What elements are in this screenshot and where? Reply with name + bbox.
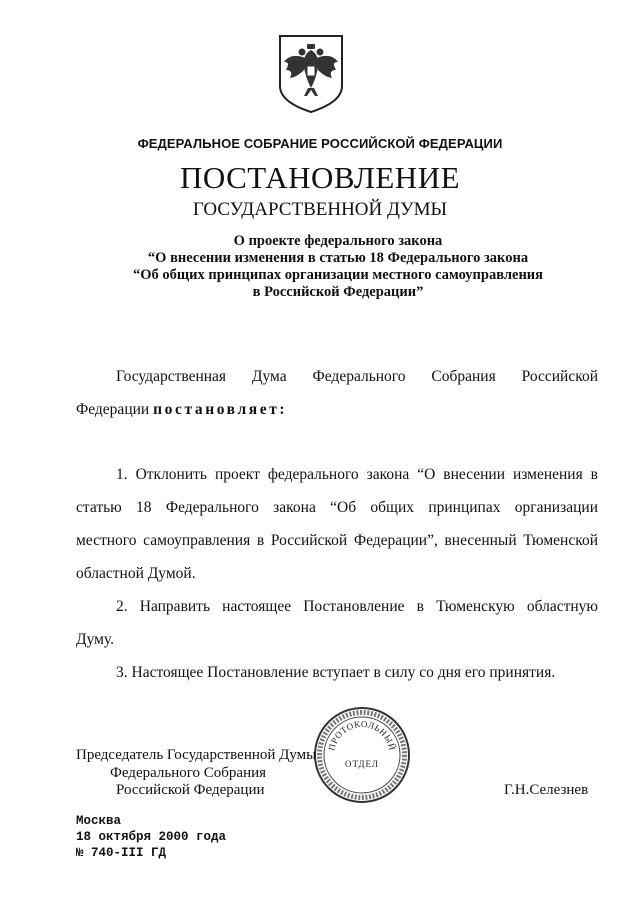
title-line: О проекте федерального закона (233, 233, 443, 249)
seal-ring-text: ПРОТОКОЛЬНЫЙ (326, 718, 398, 752)
item-line: областной Думой. (76, 565, 196, 582)
item-line: 3. Настоящее Постановление вступает в силу со дня его принятия. (116, 664, 556, 681)
state-emblem-icon (274, 32, 348, 114)
seal-center-text: ОТДЕЛ (344, 759, 380, 769)
place: Москва (76, 814, 122, 828)
item-line: Думу. (76, 631, 115, 648)
item-line: 1. Отклонить проект федерального закона “О внесении изменения в (116, 466, 598, 483)
signatory-name: Г.Н.Селезнев (504, 782, 589, 798)
signatory-position: Федерального Собрания (110, 765, 267, 781)
document-issuer: ГОСУДАРСТВЕННОЙ ДУМЫ (192, 199, 448, 220)
title-line: “О внесении изменения в статью 18 Федерального закона (147, 250, 529, 266)
document-number: № 740-III ГД (76, 846, 167, 860)
preamble-line: Государственная Дума Федерального Собрания Российской (116, 368, 598, 385)
document-type: ПОСТАНОВЛЕНИЕ (179, 160, 461, 195)
signatory-position: Председатель Государственной Думы (76, 747, 317, 763)
organization-name: ФЕДЕРАЛЬНОЕ СОБРАНИЕ РОССИЙСКОЙ ФЕДЕРАЦИИ (137, 136, 503, 151)
item-line: местного самоуправления в Российской Федерации”, внесенный Тюменской (76, 532, 598, 549)
svg-text:ПРОТОКОЛЬНЫЙ (326, 719, 397, 752)
title-line: “Об общих принципах организации местного самоуправления (133, 267, 543, 283)
item-line: 2. Направить настоящее Постановление в Тюменскую областную (116, 598, 598, 615)
resolution-verb: постановляет: (153, 401, 288, 418)
date: 18 октября 2000 года (76, 830, 227, 844)
title-line: в Российской Федерации” (252, 284, 424, 300)
document-title (0, 233, 640, 301)
preamble-text: Федерации (76, 401, 150, 418)
preamble-line (76, 401, 287, 418)
signatory-position: Российской Федерации (116, 782, 265, 798)
official-seal-icon (312, 705, 412, 805)
item-line: статью 18 Федерального закона “Об общих принципах организации (76, 499, 598, 516)
